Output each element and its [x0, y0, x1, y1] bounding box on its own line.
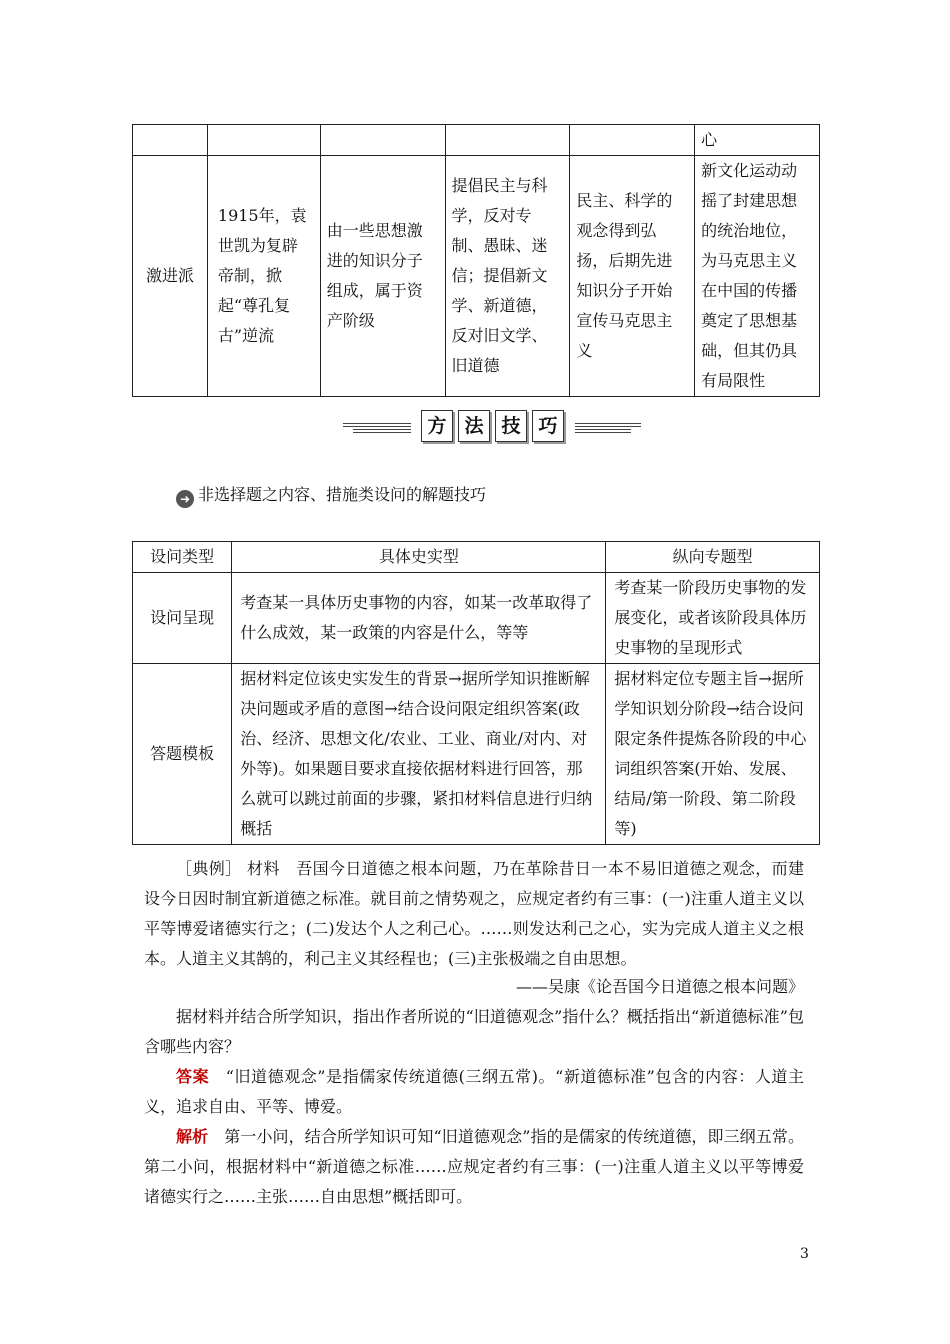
- table-cell: 1915年，袁世凯为复辟帝制，掀起“尊孔复古”逆流: [207, 156, 320, 397]
- table-cell: 由一些思想激进的知识分子组成，属于资产阶级: [320, 156, 445, 397]
- row-label: 激进派: [133, 156, 208, 397]
- divider: [343, 423, 411, 427]
- table-cell: 据材料定位专题主旨→据所学知识划分阶段→结合设问限定条件提炼各阶段的中心词组织答案(开始、发展、结局/第一阶段、第二阶段等): [606, 664, 820, 845]
- table-cell: 心: [695, 125, 820, 156]
- history-table: [132, 124, 820, 397]
- column-header: 纵向专题型: [606, 542, 820, 573]
- table-row: [133, 664, 820, 845]
- divider: [353, 429, 411, 433]
- table-row: [133, 573, 820, 664]
- table-cell: 新文化运动动摇了封建思想的统治地位，为马克思主义在中国的传播奠定了思想基础，但其仍具有局限性: [695, 156, 820, 397]
- row-label: 设问呈现: [133, 573, 232, 664]
- analysis-block: [144, 1122, 804, 1212]
- subtitle-text: 非选择题之内容、措施类设问的解题技巧: [198, 485, 487, 504]
- subtitle: [176, 484, 486, 508]
- example-material: ［典例］ 材料 吾国今日道德之根本问题，乃在革除昔日一本不易旧道德之观念，而建设今日因时制宜新道德之标准。就目前之情势观之，应规定者约有三事：(一)注重人道主义以平等博爱诸德实行之；(二)发达个人之利己心。……则发达利己之心，实为完成人道主义之根本。人道主义其鹄的，利己主义其经程也；(三)主张极端之自由思想。: [144, 859, 804, 968]
- answer-text: “旧道德观念”是指儒家传统道德(三纲五常)。“新道德标准”包含的内容：人道主义，追求自由、平等、博爱。: [144, 1067, 804, 1116]
- section-header: [343, 410, 643, 446]
- header-char: 巧: [532, 410, 564, 442]
- header-char: 方: [421, 410, 453, 442]
- column-header: 具体史实型: [232, 542, 606, 573]
- divider: [575, 429, 631, 433]
- answer-block: [144, 1062, 804, 1122]
- header-char: 法: [458, 410, 490, 442]
- table-cell: 据材料定位该史实发生的背景→据所学知识推断解决问题或矛盾的意图→结合设问限定组织答案(政治、经济、思想文化/农业、工业、商业/对内、对外等)。如果题目要求直接依据材料进行回答，那么就可以跳过前面的步骤，紧扣材料信息进行归纳概括: [232, 664, 606, 845]
- table-row: [133, 156, 820, 397]
- arrow-circle-icon: ➜: [176, 490, 194, 508]
- row-label: 答题模板: [133, 664, 232, 845]
- column-header: 设问类型: [133, 542, 232, 573]
- table-cell: 考查某一阶段历史事物的发展变化，或者该阶段具体历史事物的呈现形式: [606, 573, 820, 664]
- analysis-label: 解析: [176, 1127, 209, 1146]
- table-row: [133, 125, 820, 156]
- table-row: [133, 542, 820, 573]
- method-table: [132, 541, 820, 845]
- header-char: 技: [495, 410, 527, 442]
- table-cell: 民主、科学的观念得到弘扬，后期先进知识分子开始宣传马克思主义: [570, 156, 695, 397]
- analysis-text: 第一小问，结合所学知识可知“旧道德观念”指的是儒家的传统道德，即三纲五常。第二小问，根据材料中“新道德之标准……应规定者约有三事：(一)注重人道主义以平等博爱诸德实行之……主张……自由思想”概括即可。: [144, 1127, 804, 1206]
- table-cell: 提倡民主与科学，反对专制、愚昧、迷信；提倡新文学、新道德，反对旧文学、旧道德: [445, 156, 570, 397]
- page-number: 3: [800, 1246, 809, 1262]
- example-source: ——吴康《论吾国今日道德之根本问题》: [515, 977, 804, 996]
- table-cell: 考查某一具体历史事物的内容，如某一改革取得了什么成效，某一政策的内容是什么，等等: [232, 573, 606, 664]
- answer-label: 答案: [176, 1067, 210, 1086]
- divider: [575, 423, 641, 427]
- example-question: 据材料并结合所学知识，指出作者所说的“旧道德观念”指什么？概括指出“新道德标准”包含哪些内容？: [144, 1007, 804, 1056]
